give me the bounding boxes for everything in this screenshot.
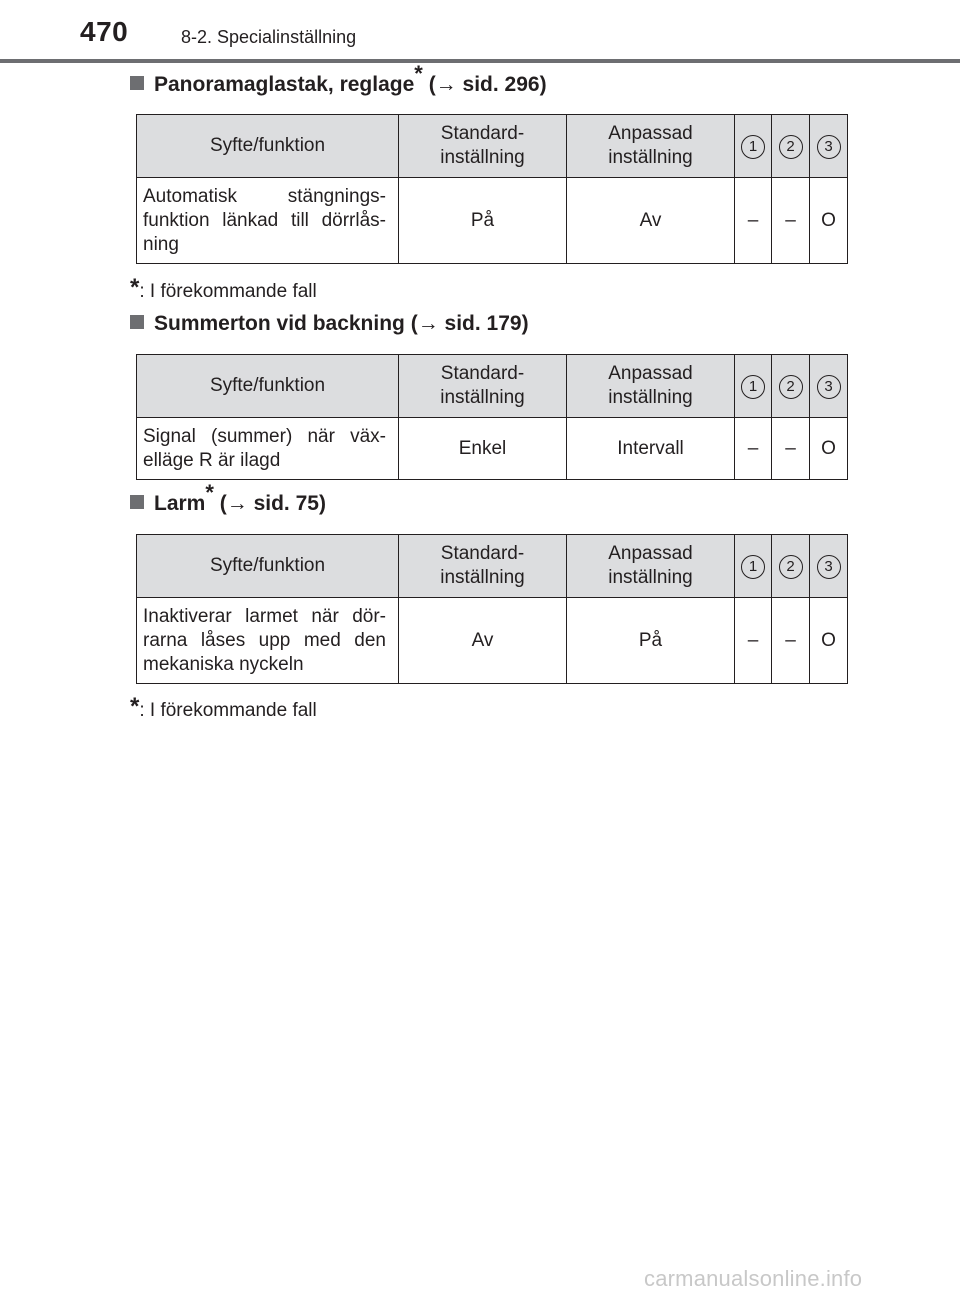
- column-header-custom: Anpassad inställning: [567, 355, 735, 418]
- section-panoramic-roof: [130, 61, 547, 100]
- table-row: [137, 178, 848, 264]
- section-alarm: [130, 480, 326, 519]
- cell-default: Av: [399, 598, 567, 684]
- cell-col1: –: [735, 598, 772, 684]
- table-header-row: [137, 355, 848, 418]
- cell-function: Automatisk stängnings-funktion länkad till dörrlås-ning: [137, 178, 399, 264]
- page-header: [0, 0, 960, 64]
- heading-text: Summerton vid backning: [154, 312, 405, 335]
- page-number: 470: [80, 16, 129, 47]
- cell-col3: O: [810, 418, 848, 480]
- heading-reference: (→ sid. 75): [213, 492, 326, 515]
- cell-col3: O: [810, 178, 848, 264]
- cell-function: Signal (summer) när väx-elläge R är ilagd: [137, 418, 399, 480]
- column-header-default: Standard- inställning: [399, 355, 567, 418]
- settings-table-reverse-buzzer: [136, 354, 848, 480]
- column-header-custom: Anpassad inställning: [567, 115, 735, 178]
- cell-col1: –: [735, 418, 772, 480]
- circled-number-1: 1: [741, 555, 765, 579]
- section-heading: [130, 480, 326, 519]
- column-header-2: [772, 115, 810, 178]
- column-header-default: Standard- inställning: [399, 115, 567, 178]
- circled-number-2: 2: [779, 555, 803, 579]
- heading-reference: (→ sid. 296): [422, 73, 547, 96]
- footnote-text: : I förekommande fall: [139, 700, 317, 721]
- section-reverse-buzzer: [130, 309, 529, 339]
- column-header-1: [735, 355, 772, 418]
- column-header-3: [810, 355, 848, 418]
- column-header-function: Syfte/funktion: [137, 535, 399, 598]
- column-header-3: [810, 115, 848, 178]
- bullet-square-icon: [130, 315, 144, 329]
- column-header-2: [772, 535, 810, 598]
- column-header-1: [735, 535, 772, 598]
- heading-text: Panoramaglastak, reglage: [154, 73, 415, 96]
- table-header-row: [137, 115, 848, 178]
- circled-number-3: 3: [817, 375, 841, 399]
- chapter-title: 8-2. Specialinställning: [181, 27, 357, 47]
- cell-custom: På: [567, 598, 735, 684]
- heading-text: Larm: [154, 492, 206, 515]
- column-header-function: Syfte/funktion: [137, 355, 399, 418]
- cell-default: På: [399, 178, 567, 264]
- circled-number-1: 1: [741, 375, 765, 399]
- column-header-1: [735, 115, 772, 178]
- footnote-asterisk: *: [130, 274, 140, 301]
- asterisk: *: [414, 61, 423, 86]
- column-header-default: Standard- inställning: [399, 535, 567, 598]
- circled-number-3: 3: [817, 135, 841, 159]
- footnote-asterisk: *: [130, 693, 140, 720]
- footnote: [130, 695, 317, 723]
- cell-custom: Av: [567, 178, 735, 264]
- cell-custom: Intervall: [567, 418, 735, 480]
- column-header-3: [810, 535, 848, 598]
- settings-table-alarm: [136, 534, 848, 684]
- asterisk: *: [205, 480, 214, 505]
- settings-table-panoramic-roof: [136, 114, 848, 264]
- section-heading: [130, 309, 529, 339]
- table-row: [137, 598, 848, 684]
- bullet-square-icon: [130, 76, 144, 90]
- cell-col2: –: [772, 178, 810, 264]
- cell-default: Enkel: [399, 418, 567, 480]
- heading-reference: (→ sid. 179): [404, 312, 529, 335]
- cell-col3: O: [810, 598, 848, 684]
- table-row: [137, 418, 848, 480]
- circled-number-2: 2: [779, 135, 803, 159]
- cell-function: Inaktiverar larmet när dör-rarna låses upp med den mekaniska nyckeln: [137, 598, 399, 684]
- cell-col2: –: [772, 598, 810, 684]
- circled-number-3: 3: [817, 555, 841, 579]
- cell-col1: –: [735, 178, 772, 264]
- footnote: [130, 276, 317, 304]
- table-header-row: [137, 535, 848, 598]
- header-rule: [0, 59, 960, 63]
- footnote-text: : I förekommande fall: [139, 281, 317, 302]
- section-heading: [130, 61, 547, 100]
- circled-number-2: 2: [779, 375, 803, 399]
- watermark: carmanualsonline.info: [644, 1266, 863, 1291]
- circled-number-1: 1: [741, 135, 765, 159]
- column-header-custom: Anpassad inställning: [567, 535, 735, 598]
- cell-col2: –: [772, 418, 810, 480]
- bullet-square-icon: [130, 495, 144, 509]
- column-header-function: Syfte/funktion: [137, 115, 399, 178]
- column-header-2: [772, 355, 810, 418]
